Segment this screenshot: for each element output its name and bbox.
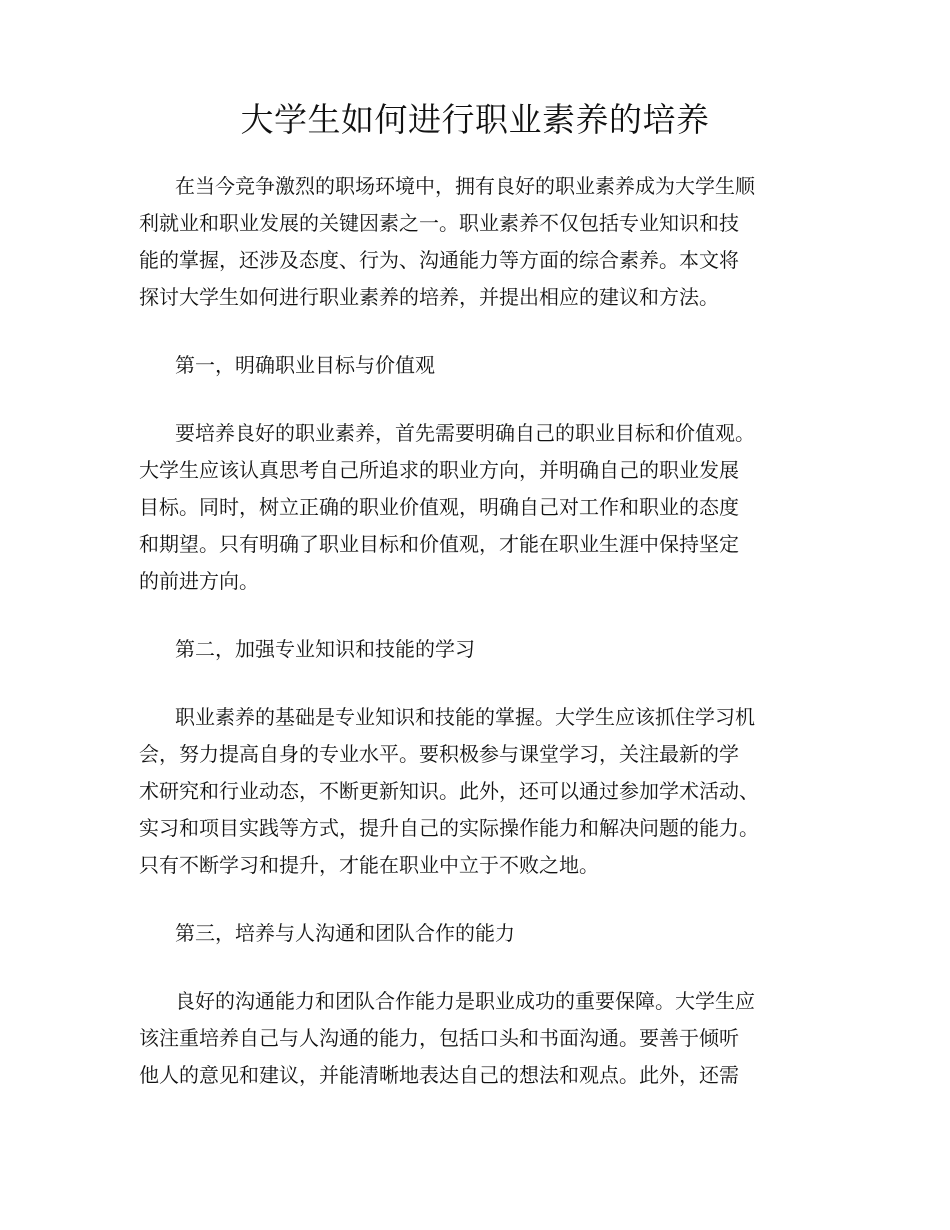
text-line: 的前进方向。 bbox=[139, 569, 259, 593]
text-line: 利就业和职业发展的关键因素之一。职业素养不仅包括专业知识和技 bbox=[139, 211, 739, 235]
section-heading-1: 第一，明确职业目标与价值观 bbox=[175, 353, 435, 377]
text-line: 要培养良好的职业素养，首先需要明确自己的职业目标和价值观。 bbox=[175, 421, 755, 445]
text-line: 只有不断学习和提升，才能在职业中立于不败之地。 bbox=[139, 853, 599, 877]
intro-paragraph bbox=[139, 168, 839, 316]
text-line: 大学生应该认真思考自己所追求的职业方向，并明确自己的职业发展 bbox=[139, 458, 739, 482]
text-line: 实习和项目实践等方式，提升自己的实际操作能力和解决问题的能力。 bbox=[139, 816, 759, 840]
section-heading-2: 第二，加强专业知识和技能的学习 bbox=[175, 637, 475, 661]
section-heading-3: 第三，培养与人沟通和团队合作的能力 bbox=[175, 921, 515, 945]
text-line: 能的掌握，还涉及态度、行为、沟通能力等方面的综合素养。本文将 bbox=[139, 248, 739, 272]
text-line: 在当今竞争激烈的职场环境中，拥有良好的职业素养成为大学生顺 bbox=[175, 174, 755, 198]
text-line: 良好的沟通能力和团队合作能力是职业成功的重要保障。大学生应 bbox=[175, 989, 755, 1013]
document-title: 大学生如何进行职业素养的培养 bbox=[240, 100, 710, 139]
section-2-paragraph bbox=[139, 699, 839, 884]
text-line: 探讨大学生如何进行职业素养的培养，并提出相应的建议和方法。 bbox=[139, 285, 719, 309]
section-3-paragraph bbox=[139, 983, 839, 1094]
text-line: 职业素养的基础是专业知识和技能的掌握。大学生应该抓住学习机 bbox=[175, 705, 755, 729]
document-body bbox=[139, 168, 839, 1094]
text-line: 术研究和行业动态，不断更新知识。此外，还可以通过参加学术活动、 bbox=[139, 779, 759, 803]
text-line: 会，努力提高自身的专业水平。要积极参与课堂学习，关注最新的学 bbox=[139, 742, 739, 766]
text-line: 该注重培养自己与人沟通的能力，包括口头和书面沟通。要善于倾听 bbox=[139, 1026, 739, 1050]
section-1-paragraph bbox=[139, 415, 839, 600]
text-line: 和期望。只有明确了职业目标和价值观，才能在职业生涯中保持坚定 bbox=[139, 532, 739, 556]
text-line: 目标。同时，树立正确的职业价值观，明确自己对工作和职业的态度 bbox=[139, 495, 739, 519]
text-line: 他人的意见和建议，并能清晰地表达自己的想法和观点。此外，还需 bbox=[139, 1063, 739, 1087]
